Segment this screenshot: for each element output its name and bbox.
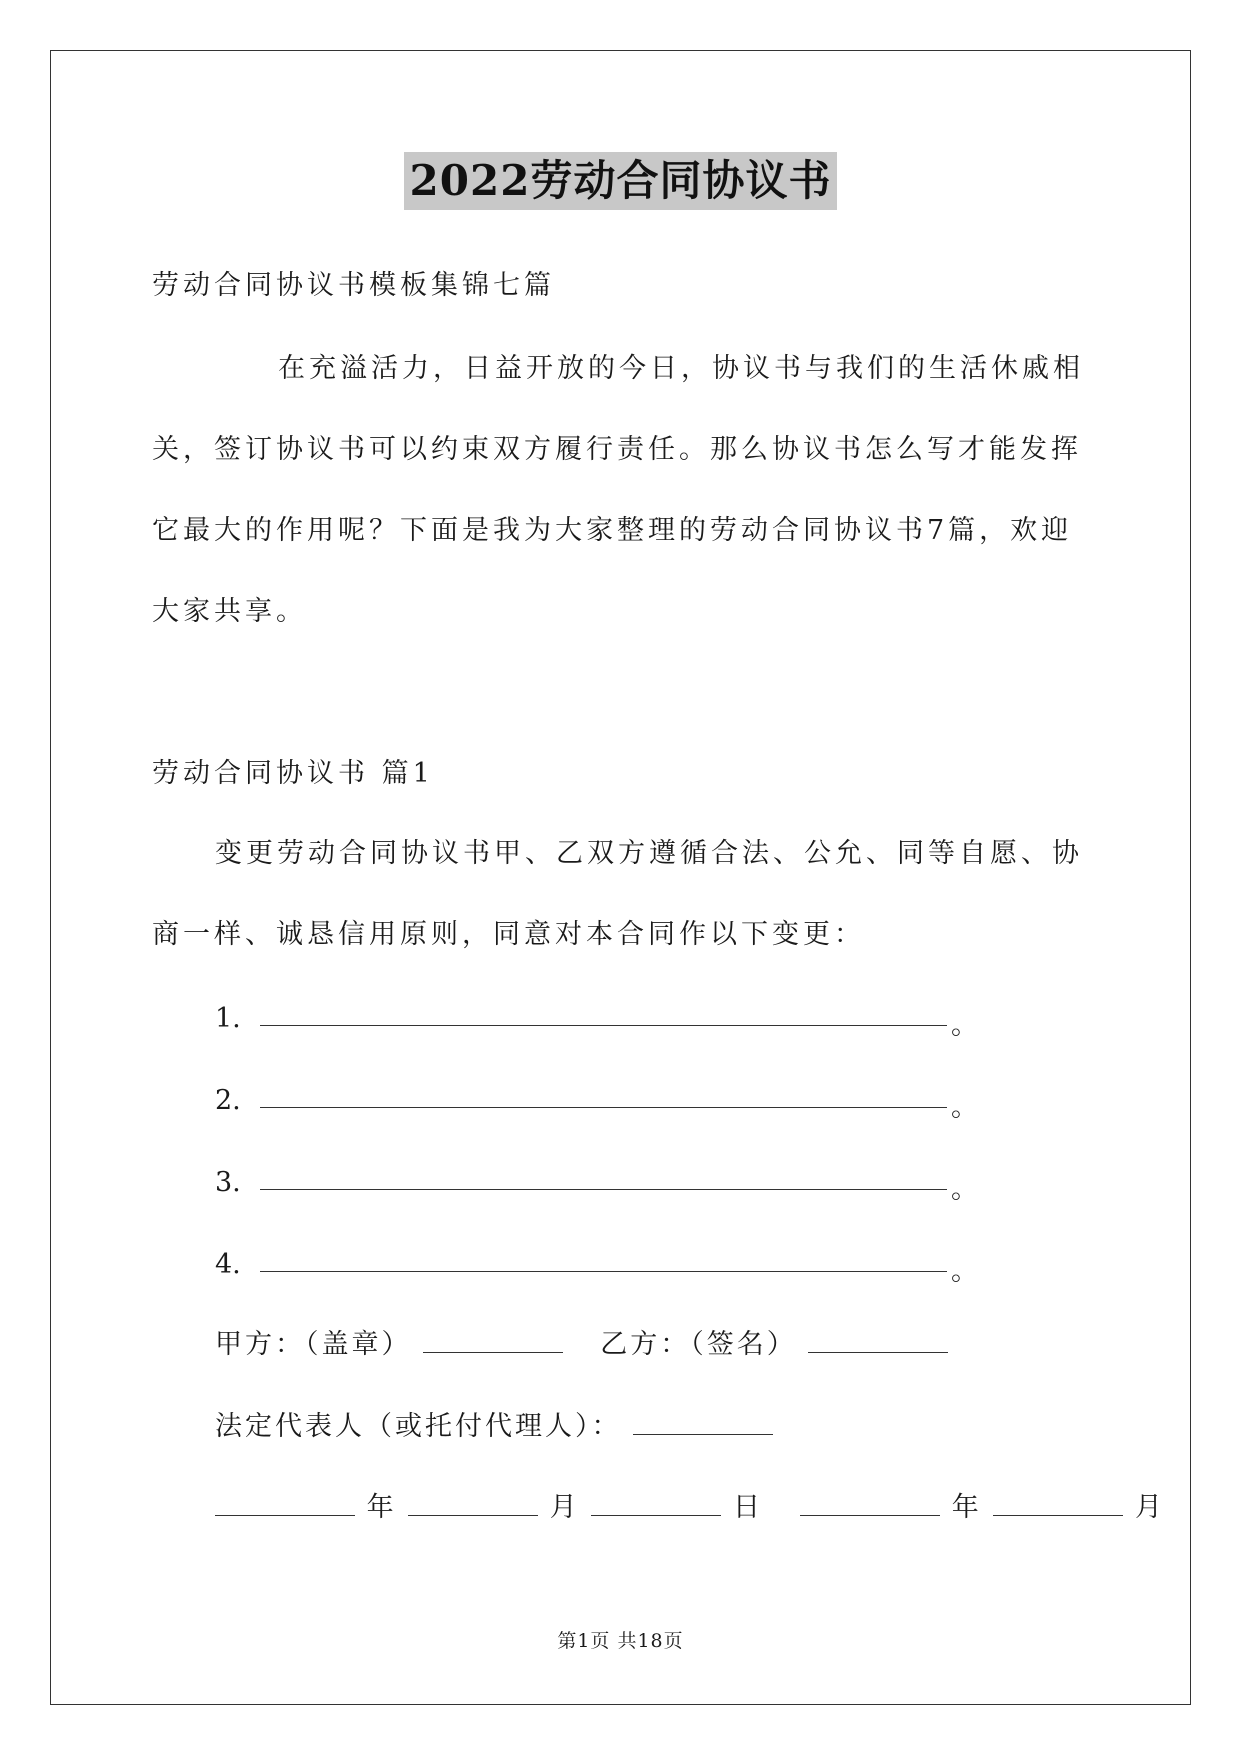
intro-line-4: 大家共享。 <box>152 596 307 627</box>
month-label: 月 <box>1134 1492 1165 1523</box>
party-a-label: 甲方：（盖章） <box>215 1329 412 1360</box>
fill-in-blank <box>260 1025 947 1026</box>
item-number: 2. <box>215 1085 241 1116</box>
signature-line <box>215 1331 948 1358</box>
fill-in-blank <box>260 1107 947 1108</box>
item-period: 。 <box>951 1092 978 1123</box>
date-blank <box>591 1514 721 1516</box>
page-footer: 第1页 共18页 <box>557 1630 684 1652</box>
party-b-blank <box>808 1351 948 1353</box>
year-label: 年 <box>951 1492 982 1523</box>
fill-in-blank <box>260 1271 947 1272</box>
intro-line-1: 在充溢活力，日益开放的今日，协议书与我们的生活休戚相 <box>278 353 1084 384</box>
body-line-2: 商一样、诚恳信用原则，同意对本合同作以下变更： <box>152 919 865 950</box>
date-blank <box>800 1514 940 1516</box>
section-heading: 劳动合同协议书 篇1 <box>152 758 434 789</box>
intro-line-3: 它最大的作用呢？下面是我为大家整理的劳动合同协议书7篇，欢迎 <box>152 515 1073 546</box>
fill-in-blank <box>260 1189 947 1190</box>
date-line <box>215 1494 1165 1521</box>
representative-label: 法定代表人（或托付代理人）： <box>215 1411 622 1442</box>
item-number: 1. <box>215 1003 241 1034</box>
party-a-blank <box>423 1351 563 1353</box>
body-line-1: 变更劳动合同协议书甲、乙双方遵循合法、公允、同等自愿、协 <box>215 838 1083 869</box>
item-number: 3. <box>215 1167 241 1198</box>
date-blank <box>215 1514 355 1516</box>
date-blank <box>408 1514 538 1516</box>
item-period: 。 <box>951 1010 978 1041</box>
date-blank <box>993 1514 1123 1516</box>
year-label: 年 <box>366 1492 397 1523</box>
party-b-label: 乙方：（签名） <box>600 1329 797 1360</box>
item-number: 4. <box>215 1249 241 1280</box>
day-label: 日 <box>732 1492 763 1523</box>
title-container <box>0 152 1241 210</box>
intro-line-2: 关，签订协议书可以约束双方履行责任。那么协议书怎么写才能发挥 <box>152 434 1082 465</box>
representative-blank <box>633 1433 773 1435</box>
item-period: 。 <box>951 1256 978 1287</box>
month-label: 月 <box>549 1492 580 1523</box>
item-period: 。 <box>951 1174 978 1205</box>
document-subtitle: 劳动合同协议书模板集锦七篇 <box>152 270 555 301</box>
representative-line <box>215 1413 773 1440</box>
document-title: 2022劳动合同协议书 <box>404 152 838 210</box>
